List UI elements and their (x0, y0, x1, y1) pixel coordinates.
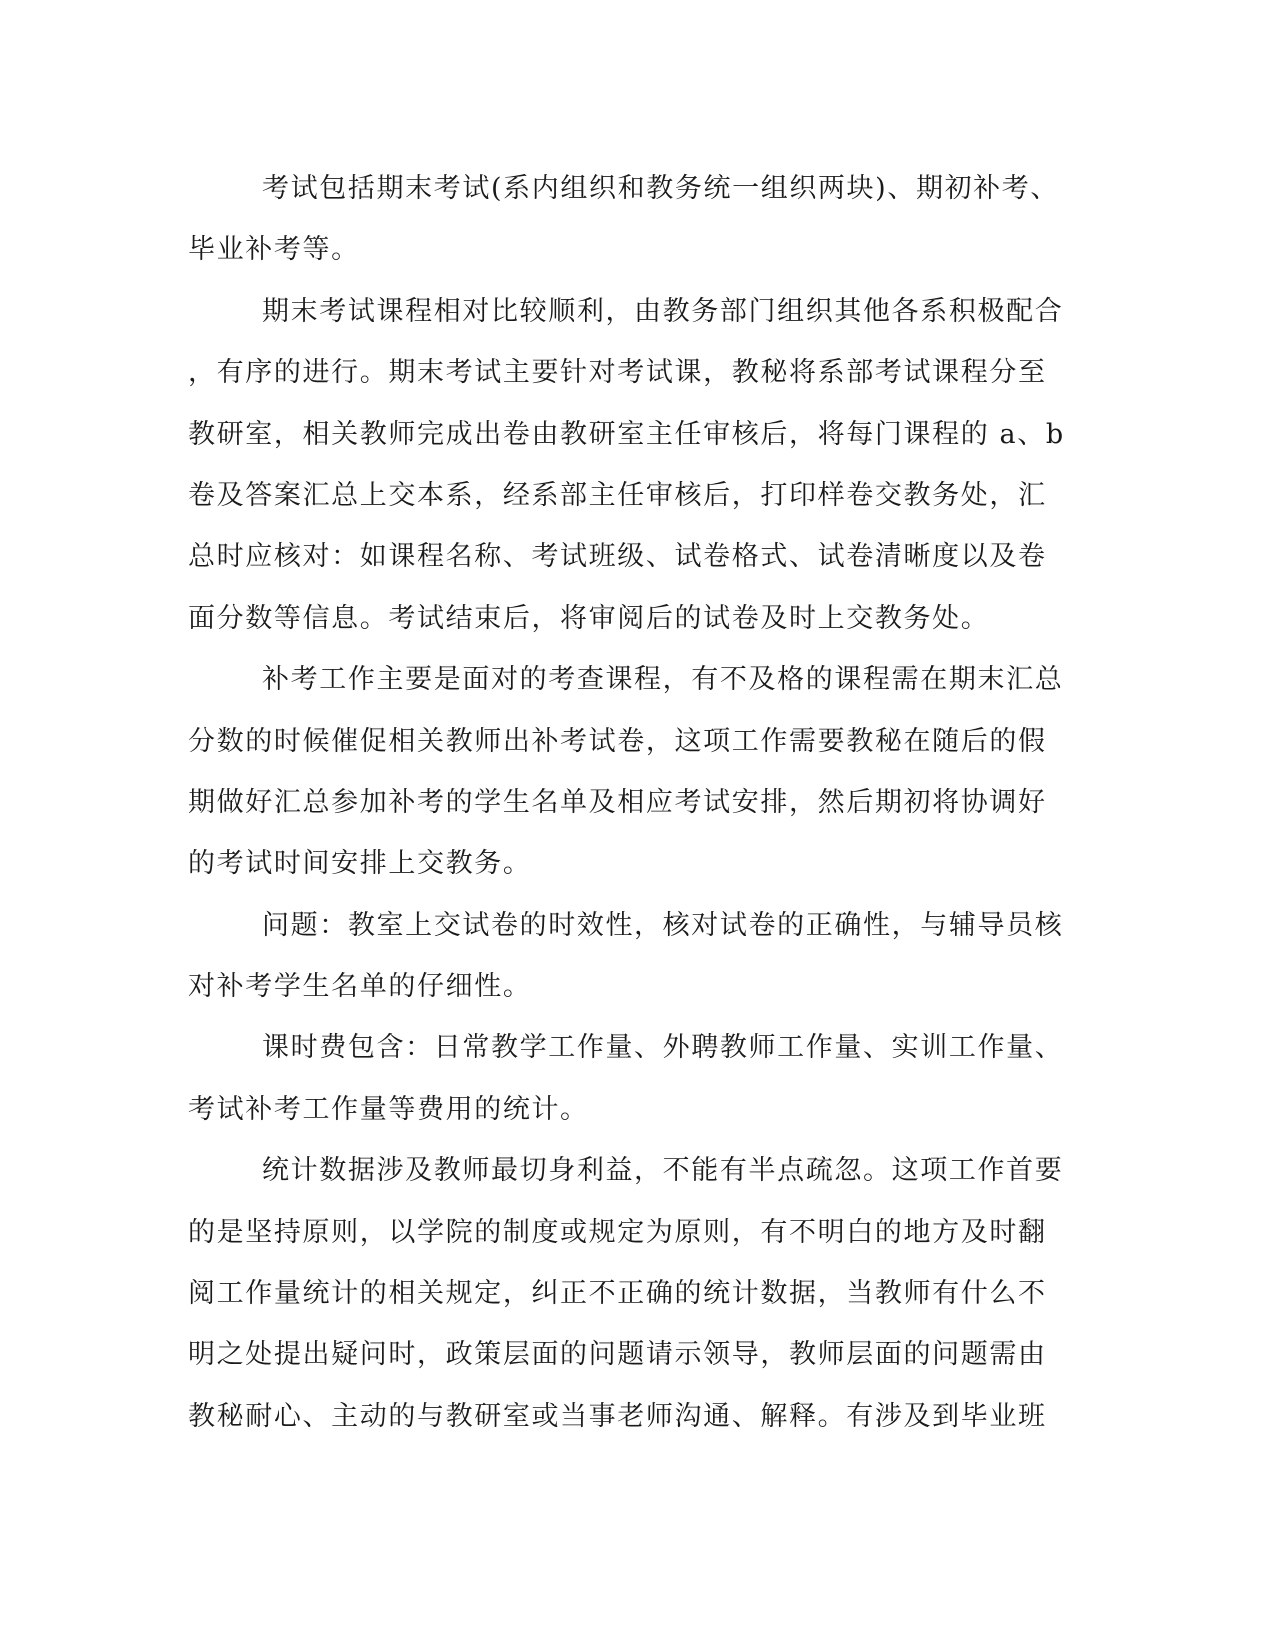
text-line: 卷及答案汇总上交本系，经系部主任审核后，打印样卷交教务处，汇 (188, 479, 1047, 511)
text-line: 教研室，相关教师完成出卷由教研室主任审核后，将每门课程的 a、b (188, 418, 1065, 450)
text-line: 面分数等信息。考试结束后，将审阅后的试卷及时上交教务处。 (188, 602, 990, 634)
document-body (188, 158, 1078, 1447)
text-line: 统计数据涉及教师最切身利益，不能有半点疏忽。这项工作首要 (262, 1155, 1064, 1187)
text-line: 补考工作主要是面对的考查课程，有不及格的课程需在期末汇总 (262, 664, 1064, 696)
text-line: 考试补考工作量等费用的统计。 (188, 1093, 589, 1125)
text-line: ，有序的进行。期末考试主要针对考试课，教秘将系部考试课程分至 (188, 357, 1047, 389)
text-line: 教秘耐心、主动的与教研室或当事老师沟通、解释。有涉及到毕业班 (188, 1400, 1047, 1432)
text-line: 总时应核对：如课程名称、考试班级、试卷格式、试卷清晰度以及卷 (188, 541, 1047, 573)
text-line: 分数的时候催促相关教师出补考试卷，这项工作需要教秘在随后的假 (188, 725, 1047, 757)
text-line: 问题：教室上交试卷的时效性，核对试卷的正确性，与辅导员核 (262, 909, 1064, 941)
text-line: 的是坚持原则，以学院的制度或规定为原则，有不明白的地方及时翻 (188, 1216, 1047, 1248)
text-line: 考试包括期末考试(系内组织和教务统一组织两块)、期初补考、 (262, 173, 1060, 204)
text-line: 课时费包含：日常教学工作量、外聘教师工作量、实训工作量、 (262, 1032, 1064, 1064)
text-line: 毕业补考等。 (188, 234, 360, 266)
text-line: 期末考试课程相对比较顺利，由教务部门组织其他各系积极配合 (262, 295, 1064, 327)
text-line: 阅工作量统计的相关规定，纠正不正确的统计数据，当教师有什么不 (188, 1278, 1047, 1310)
text-line: 的考试时间安排上交教务。 (188, 848, 532, 880)
text-line: 期做好汇总参加补考的学生名单及相应考试安排，然后期初将协调好 (188, 786, 1047, 818)
text-line: 对补考学生名单的仔细性。 (188, 971, 532, 1003)
text-line: 明之处提出疑问时，政策层面的问题请示领导，教师层面的问题需由 (188, 1339, 1047, 1371)
